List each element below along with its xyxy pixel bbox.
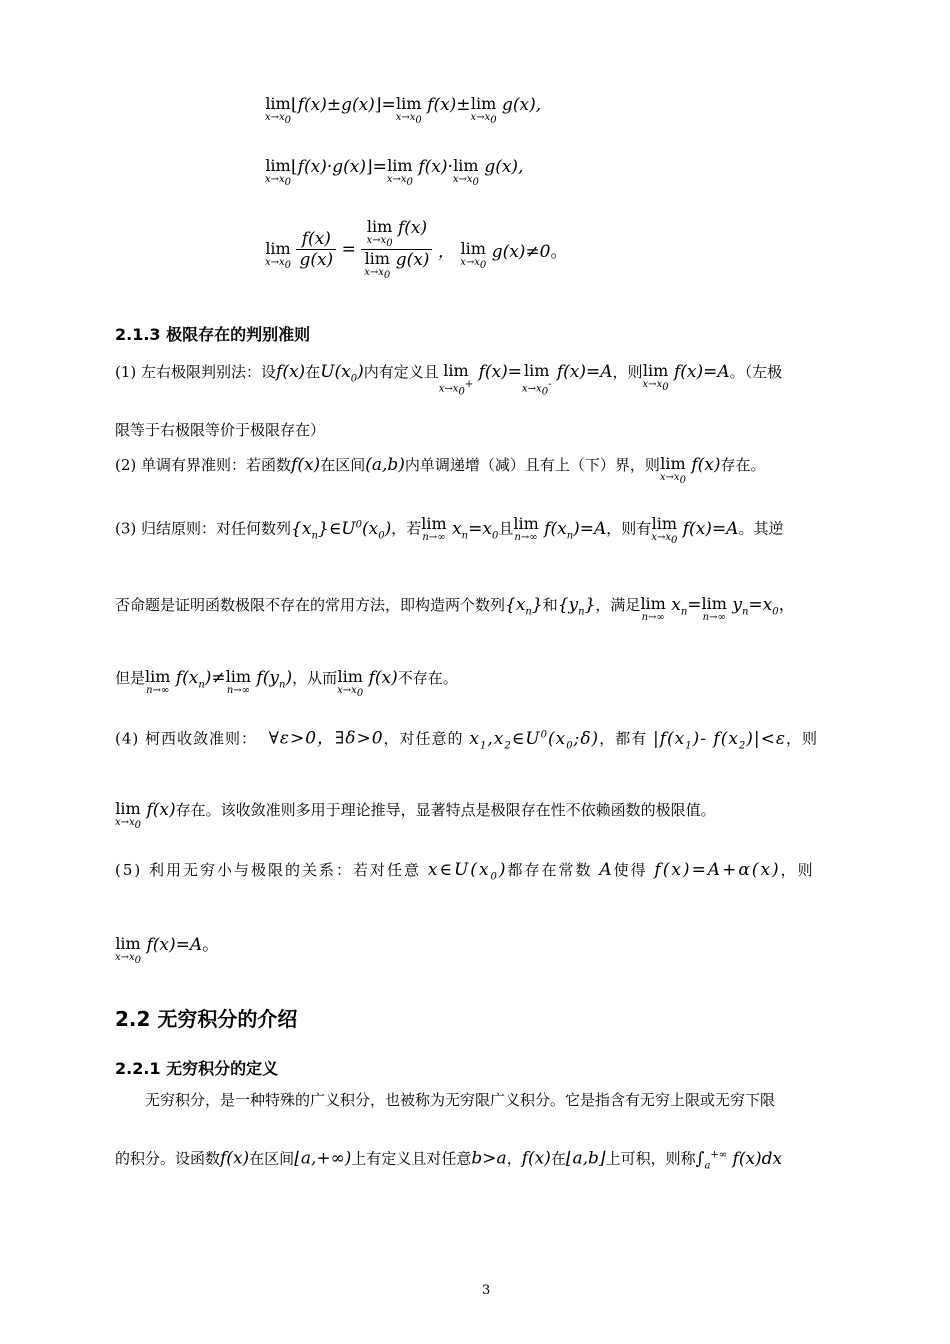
criterion-3-line1: (3) 归结原则：对任何数列$\{x_n\}\in U^0(x_0)$，若 lim n→∞ $x_n=x_0$且 lim n→∞ $f(x_n)=A$，则有 lim $x\to x_0$ f(x)=A。其逆 [115,514,784,546]
formula-sum-rule: lim $x\to x_0$ ⌊f(x)±g(x)⌋= lim $x\to x_0$ f(x)± lim $x\to x_0$ g(x), [265,94,542,126]
criterion-1-line2: 限等于右极限等价于极限存在） [115,421,326,439]
criterion-5-line2: lim $x\to x_0$ f(x)=A。 [115,934,220,966]
criterion-4-line1: (4) 柯西收敛准则： ∀ε>0，∃δ>0，对任意的 $x_1,x_2\in U^0(x_0;\delta)$，都有 $|f(x_1)-$ $f(x_2)|<\varepsilon$，则 [115,728,819,752]
section-2-2-1-heading: 2.2.1 无穷积分的定义 [115,1059,279,1078]
criterion-3-line2: 否命题是证明函数极限不存在的常用方法，即构造两个数列$\{x_n\}$和$\{y_n\}$，满足 lim n→∞ $x_n=$ lim n→∞ $y_n=x_0$， [115,594,796,623]
page-number: 3 [482,1283,491,1298]
formula-quotient-rule: lim $x\to x_0$ $\frac{f(x)}{g(x)}$ = lim $x\to x_0$ f(x) lim $x\to x_0$ g(x) ， lim $x\to x_0$ g(x)≠0。 [265,217,568,281]
criterion-5-line1: (5) 利用无穷小与极限的关系：若对任意 $x\in U(x_0)$都存在常数 A使得 f(x)=A+α(x)，则 [115,860,815,883]
criterion-1-line1: (1) 左右极限判别法：设f(x)在$U(x_0)$内有定义且 lim $x\to x_0^+$ f(x)= lim $x\to x_0^-$ f(x)=A，则 lim $x\to x_0$ f(x)=A。（左极 [115,361,783,398]
section-2-1-3-heading: 2.1.3 极限存在的判别准则 [115,325,311,344]
criterion-2: (2) 单调有界准则：若函数f(x)在区间(a,b)内单调递增（减）且有上（下）界，则 lim $x\to x_0$ f(x)存在。 [115,454,766,486]
criterion-4-line2: lim $x\to x_0$ f(x)存在。该收敛准则多用于理论推导，显著特点是极限存在性不依赖函数的极限值。 [115,799,716,831]
formula-product-rule: lim $x\to x_0$ ⌊f(x)·g(x)⌋= lim $x\to x_0$ f(x)· lim $x\to x_0$ g(x), [265,156,524,188]
criterion-3-line3: 但是 lim n→∞ $f(x_n)\ne$ lim n→∞ $f(y_n)$，从而 lim $x\to x_0$ f(x)不存在。 [115,667,458,699]
infinite-integral-para-line2: 的积分。设函数f(x)在区间⌊a,+∞)上有定义且对任意b>a，f(x)在⌊a,b⌋上可积，则称$\int_a^{+\infty}$ f(x)dx [115,1148,783,1172]
section-2-2-heading: 2.2 无穷积分的介绍 [115,1007,298,1031]
infinite-integral-para-line1: 无穷积分，是一种特殊的广义积分，也被称为无穷限广义积分。它是指含有无穷上限或无穷下限 [145,1091,776,1109]
